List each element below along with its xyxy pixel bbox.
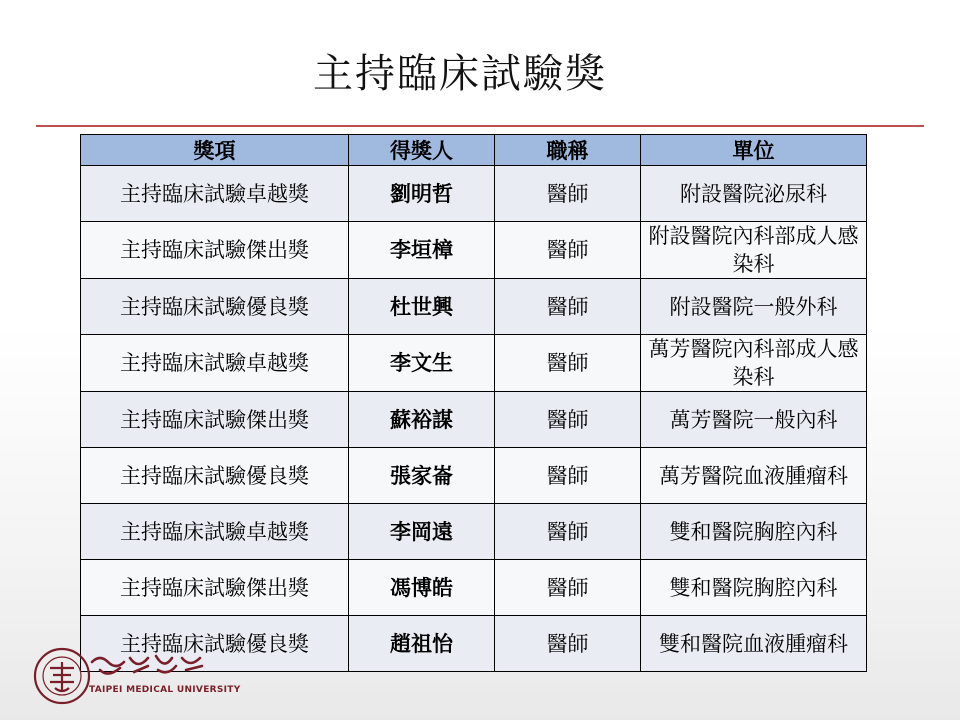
job-title-cell: 醫師	[495, 222, 641, 279]
unit-cell: 附設醫院一般外科	[641, 279, 867, 335]
recipient-cell: 趙祖怡	[349, 616, 495, 672]
job-title-cell: 醫師	[495, 166, 641, 222]
unit-cell: 萬芳醫院血液腫瘤科	[641, 448, 867, 504]
award-cell: 主持臨床試驗傑出獎	[81, 560, 349, 616]
table-row	[81, 448, 867, 504]
unit-cell: 萬芳醫院一般內科	[641, 392, 867, 448]
unit-cell: 附設醫院泌尿科	[641, 166, 867, 222]
award-cell: 主持臨床試驗傑出獎	[81, 222, 349, 279]
job-title-cell: 醫師	[495, 504, 641, 560]
header-job-title: 職稱	[495, 135, 641, 166]
table-row	[81, 335, 867, 392]
award-cell: 主持臨床試驗優良獎	[81, 616, 349, 672]
title-divider	[36, 125, 924, 127]
header-unit: 單位	[641, 135, 867, 166]
recipient-cell: 李文生	[349, 335, 495, 392]
table-row	[81, 222, 867, 279]
university-seal-icon	[35, 649, 89, 703]
job-title-cell: 醫師	[495, 279, 641, 335]
unit-cell: 萬芳醫院內科部成人感染科	[641, 335, 867, 392]
award-cell: 主持臨床試驗卓越獎	[81, 504, 349, 560]
job-title-cell: 醫師	[495, 392, 641, 448]
table-row	[81, 392, 867, 448]
university-name: TAIPEI MEDICAL UNIVERSITY	[89, 685, 241, 695]
recipient-cell: 李岡遠	[349, 504, 495, 560]
award-cell: 主持臨床試驗優良獎	[81, 279, 349, 335]
recipient-cell: 蘇裕謀	[349, 392, 495, 448]
job-title-cell: 醫師	[495, 448, 641, 504]
university-script-mark	[92, 656, 202, 674]
award-cell: 主持臨床試驗卓越獎	[81, 166, 349, 222]
recipient-cell: 李垣樟	[349, 222, 495, 279]
table-header-row	[81, 135, 867, 166]
university-logo	[30, 640, 220, 712]
job-title-cell: 醫師	[495, 335, 641, 392]
job-title-cell: 醫師	[495, 616, 641, 672]
unit-cell: 附設醫院內科部成人感染科	[641, 222, 867, 279]
recipient-cell: 張家崙	[349, 448, 495, 504]
unit-cell: 雙和醫院胸腔內科	[641, 560, 867, 616]
award-cell: 主持臨床試驗傑出獎	[81, 392, 349, 448]
job-title-cell: 醫師	[495, 560, 641, 616]
unit-cell: 雙和醫院血液腫瘤科	[641, 616, 867, 672]
table-row	[81, 504, 867, 560]
awards-table	[80, 134, 867, 672]
award-cell: 主持臨床試驗優良獎	[81, 448, 349, 504]
slide-title: 主持臨床試驗獎	[313, 51, 607, 97]
table-row	[81, 279, 867, 335]
award-cell: 主持臨床試驗卓越獎	[81, 335, 349, 392]
table-row	[81, 166, 867, 222]
header-award: 獎項	[81, 135, 349, 166]
recipient-cell: 馮博皓	[349, 560, 495, 616]
recipient-cell: 杜世興	[349, 279, 495, 335]
recipient-cell: 劉明哲	[349, 166, 495, 222]
unit-cell: 雙和醫院胸腔內科	[641, 504, 867, 560]
table-row	[81, 560, 867, 616]
header-recipient: 得獎人	[349, 135, 495, 166]
